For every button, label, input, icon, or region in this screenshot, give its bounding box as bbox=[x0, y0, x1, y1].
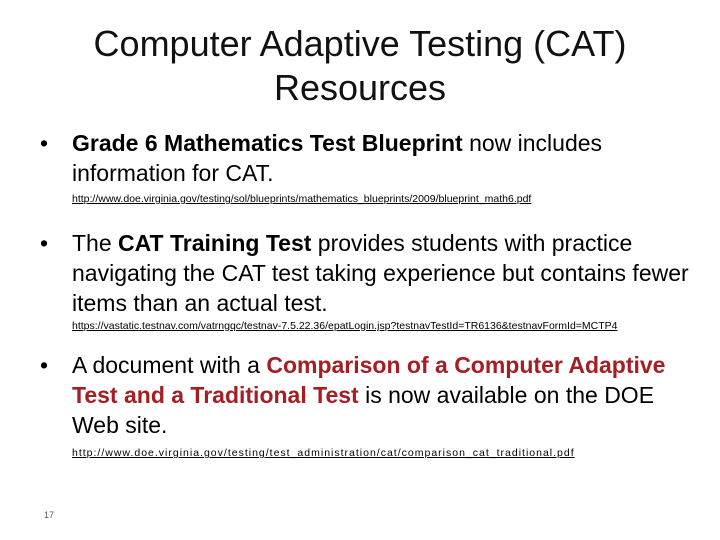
blueprint-link[interactable]: http://www.doe.virginia.gov/testing/sol/blueprints/mathematics_blueprints/2009/blueprint_math6.pdf bbox=[72, 193, 532, 205]
bullet-dot: • bbox=[40, 130, 49, 156]
bullet-bold-text: CAT Training Test bbox=[118, 230, 312, 256]
bullet-text bbox=[72, 228, 690, 318]
page-number: 17 bbox=[44, 510, 55, 520]
title-line-1: Computer Adaptive Testing (CAT) bbox=[93, 23, 627, 64]
bullet-comparison bbox=[40, 350, 690, 440]
bullet-pre-text: The bbox=[72, 230, 119, 256]
training-test-link[interactable]: https://vastatic.testnav.com/vatrngqc/testnav-7.5.22.36/epatLogin.jsp?testnavTestId=TR6136&testnavFormId=MCTP4 bbox=[72, 320, 618, 332]
bullet-training-test bbox=[40, 228, 690, 318]
bullet-text bbox=[72, 128, 690, 188]
bullet-bold-red-text: Comparison of a Computer Adaptive Test and a Traditional Test bbox=[72, 352, 666, 408]
bullet-dot: • bbox=[40, 352, 49, 378]
bullet-dot: • bbox=[40, 230, 49, 256]
comparison-link[interactable]: http://www.doe.virginia.gov/testing/test_administration/cat/comparison_cat_traditional.pdf bbox=[72, 447, 575, 459]
slide-title bbox=[40, 22, 680, 110]
title-line-2: Resources bbox=[273, 67, 447, 108]
bullet-rest-text: now includes information for CAT. bbox=[72, 130, 603, 186]
bullet-rest-text: provides students with practice navigating the CAT test taking experience but contains fewer items than an actual test. bbox=[72, 230, 689, 316]
bullet-pre-text: A document with a bbox=[72, 352, 267, 378]
bullet-text bbox=[72, 350, 690, 440]
bullet-bold-text: Grade 6 Mathematics Test Blueprint bbox=[72, 130, 463, 156]
bullet-blueprint bbox=[40, 128, 690, 188]
bullet-rest-text: is now available on the DOE Web site. bbox=[72, 382, 655, 438]
